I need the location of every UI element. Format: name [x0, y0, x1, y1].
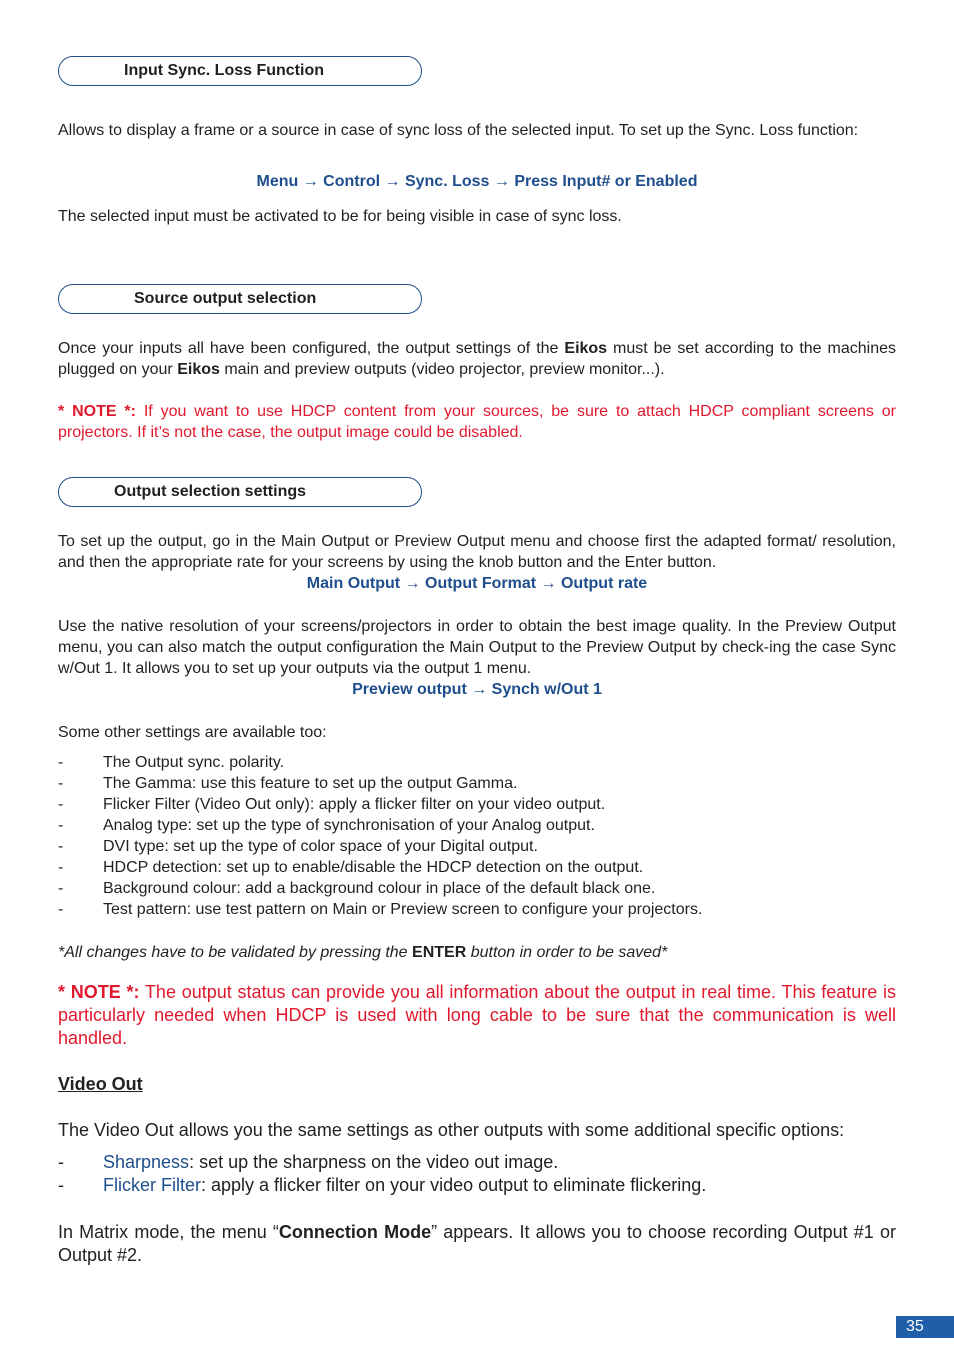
section-title: Input Sync. Loss Function — [124, 62, 324, 79]
option-text: : set up the sharpness on the video out image. — [189, 1152, 559, 1172]
section-title: Output selection settings — [114, 483, 307, 500]
note-text: If you want to use HDCP content from your sources, be sure to attach HDCP compliant screens or projectors. If it’s not the case, the output image could be disabled. — [58, 403, 896, 441]
list-item: - Flicker Filter: apply a flicker filter on your video output to eliminate flickering. — [58, 1175, 707, 1195]
paragraph: Allows to display a frame or a source in case of sync loss of the selected input. To set up the Sync. Loss function: — [58, 122, 859, 139]
section-header-source-output — [58, 284, 422, 314]
text-run: main and preview outputs (video projector, preview monitor...). — [219, 361, 665, 378]
list-item-text: Test pattern: use test pattern on Main or Preview screen to configure your projectors. — [103, 901, 703, 918]
video-out-heading: Video Out — [58, 1074, 143, 1094]
list-item: - Analog type: set up the type of synchronisation of your Analog output. — [58, 817, 595, 834]
list-item: - Test pattern: use test pattern on Main or Preview screen to configure your projectors. — [58, 901, 703, 918]
settings-list — [58, 752, 896, 920]
section-title: Source output selection — [134, 290, 317, 307]
paragraph: Some other settings are available too: — [58, 724, 327, 741]
list-item-text: DVI type: set up the type of color space of your Digital output. — [103, 838, 538, 855]
menu-name: Connection Mode — [278, 1222, 432, 1242]
enter-key-label: ENTER — [412, 944, 467, 961]
note-label: * NOTE *: — [58, 982, 140, 1002]
paragraph — [58, 338, 896, 380]
option-text: : apply a flicker filter on your video output to eliminate flickering. — [201, 1175, 707, 1195]
matrix-paragraph — [58, 1221, 896, 1267]
paragraph: Use the native resolution of your screens/projectors in order to obtain the best image quality. In the Preview Output menu, you can also match the output configuration the Main Output to the Preview Output by check-ing the case Sync w/Out 1. It allows you to set up your outputs via the output 1 menu. — [58, 618, 896, 677]
text-run: Once your inputs all have been configured, the output settings of the — [58, 340, 565, 357]
list-item: - HDCP detection: set up to enable/disable the HDCP detection on the output. — [58, 859, 644, 876]
option-term: Flicker Filter — [103, 1175, 201, 1195]
list-item-text: HDCP detection: set up to enable/disable the HDCP detection on the output. — [103, 859, 644, 876]
menu-path: Preview output → Synch w/Out 1 — [352, 681, 602, 698]
menu-path: Menu → Control → Sync. Loss → Press Input# or Enabled — [256, 173, 698, 190]
option-term: Sharpness — [103, 1152, 190, 1172]
product-name: Eikos — [564, 340, 608, 357]
text-run: button in order to be saved* — [466, 944, 668, 961]
text-run: *All changes have to be validated by pressing the — [58, 944, 413, 961]
section-header-output-settings — [58, 477, 422, 507]
hdcp-note — [58, 401, 896, 443]
list-item: - Flicker Filter (Video Out only): apply a flicker filter on your video output. — [58, 796, 606, 813]
list-item-text: Flicker Filter (Video Out only): apply a flicker filter on your video output. — [103, 796, 606, 813]
list-item: - Background colour: add a background colour in place of the default black one. — [58, 880, 656, 897]
paragraph: The selected input must be activated to be for being visible in case of sync loss. — [58, 208, 622, 225]
video-out-options — [58, 1151, 896, 1197]
list-item: - Sharpness: set up the sharpness on the video out image. — [58, 1152, 559, 1172]
menu-path: Main Output → Output Format → Output rate — [306, 575, 648, 592]
list-item-text: Analog type: set up the type of synchronisation of your Analog output. — [103, 817, 595, 834]
list-item: - The Gamma: use this feature to set up the output Gamma. — [58, 775, 518, 792]
note-text: The output status can provide you all information about the output in real time. This feature is particularly needed when HDCP is used with long cable to be sure that the communication is well handled. — [58, 982, 897, 1048]
note-label: * NOTE *: — [58, 403, 136, 420]
paragraph: To set up the output, go in the Main Output or Preview Output menu and choose first the adapted format/ resolution, and then the appropriate rate for your screens by using the knob button and the Enter button. — [58, 533, 896, 571]
output-status-note — [58, 981, 896, 1050]
section-header-sync-loss — [58, 56, 422, 86]
product-name: Eikos — [177, 361, 220, 378]
text-run: In Matrix mode, the menu “ — [58, 1222, 279, 1242]
list-item: - The Output sync. polarity. — [58, 754, 285, 771]
list-item-text: The Gamma: use this feature to set up the output Gamma. — [103, 775, 518, 792]
text-run: must be set according to the machines plugged on your — [58, 340, 896, 378]
validation-note — [58, 942, 896, 963]
list-item-text: Background colour: add a background colour in place of the default black one. — [103, 880, 656, 897]
paragraph: The Video Out allows you the same settings as other outputs with some additional specific options: — [58, 1120, 845, 1140]
list-item-text: The Output sync. polarity. — [103, 754, 285, 771]
text-run: ” appears. It allows you to choose recording Output #1 or Output #2. — [58, 1222, 896, 1265]
page-number: 35 — [896, 1316, 954, 1338]
list-item: - DVI type: set up the type of color space of your Digital output. — [58, 838, 538, 855]
